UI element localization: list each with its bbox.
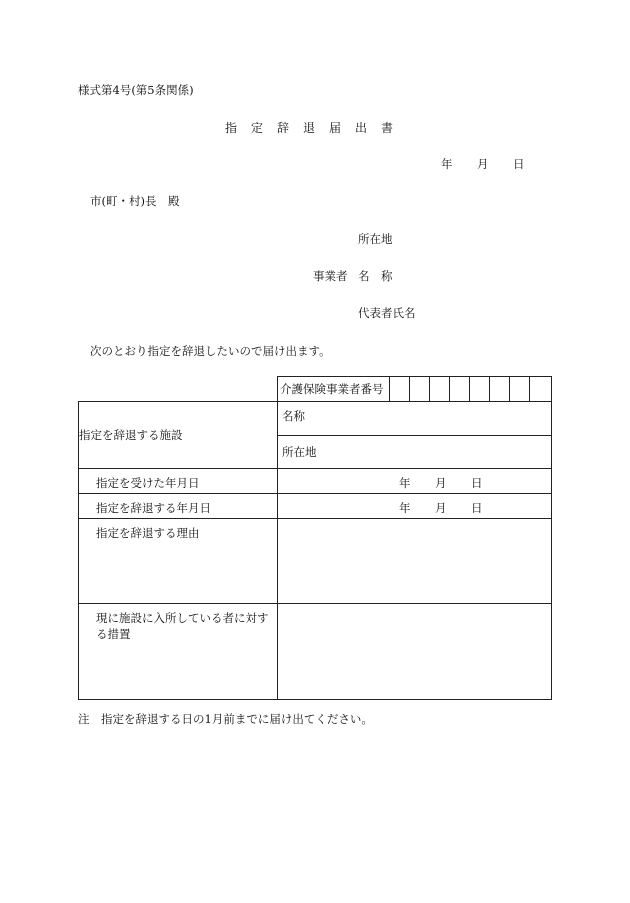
number-digit-box[interactable] bbox=[490, 377, 510, 402]
measures-label-cell bbox=[79, 604, 278, 700]
blank-cell bbox=[79, 377, 278, 402]
footnote: 注 指定を辞退する日の1月前までに届け出てください。 bbox=[78, 712, 373, 726]
number-digit-box[interactable] bbox=[410, 377, 430, 402]
number-digit-box[interactable] bbox=[470, 377, 490, 402]
designated-day: 日 bbox=[471, 476, 483, 490]
title-char: 書 bbox=[381, 121, 394, 135]
number-row bbox=[79, 377, 552, 402]
withdraw-month: 月 bbox=[435, 501, 447, 515]
designated-date-label: 指定を受けた年月日 bbox=[96, 476, 200, 490]
facility-name-label: 名称 bbox=[282, 409, 305, 423]
number-digit-box[interactable] bbox=[530, 377, 552, 402]
intro-text: 次のとおり指定を辞退したいので届け出ます。 bbox=[90, 344, 331, 358]
applicant-name-label: 名 称 bbox=[358, 269, 393, 283]
facility-label: 指定を辞退する施設 bbox=[79, 402, 278, 469]
reason-label: 指定を辞退する理由 bbox=[96, 526, 200, 540]
form-number: 様式第4号(第5条関係) bbox=[78, 83, 194, 97]
number-digit-box[interactable] bbox=[430, 377, 450, 402]
facility-address-cell[interactable] bbox=[278, 436, 552, 469]
applicant-business-label: 事業者 bbox=[313, 269, 348, 283]
withdraw-date-cell[interactable] bbox=[278, 494, 552, 519]
measures-label: 現に施設に入所している者に対する措置 bbox=[96, 611, 269, 641]
designated-date-label-cell bbox=[79, 469, 278, 494]
date-day: 日 bbox=[513, 157, 525, 171]
withdraw-date-label: 指定を辞退する年月日 bbox=[96, 501, 211, 515]
measures-cell[interactable] bbox=[278, 604, 552, 700]
provider-number-label: 介護保険事業者番号 bbox=[278, 377, 390, 402]
applicant-representative-label: 代表者氏名 bbox=[358, 306, 416, 320]
withdrawal-form-table bbox=[78, 376, 552, 700]
addressee: 市(町・村)長 殿 bbox=[90, 194, 180, 208]
number-digit-box[interactable] bbox=[390, 377, 410, 402]
title-char: 届 bbox=[329, 121, 342, 135]
title-char: 辞 bbox=[277, 121, 290, 135]
facility-address-label: 所在地 bbox=[282, 445, 317, 459]
title-char: 出 bbox=[355, 121, 368, 135]
number-digit-box[interactable] bbox=[450, 377, 470, 402]
number-digit-box[interactable] bbox=[510, 377, 530, 402]
reason-label-cell bbox=[79, 519, 278, 604]
applicant-address-label: 所在地 bbox=[358, 232, 393, 246]
reason-row bbox=[79, 519, 552, 604]
title-char: 指 bbox=[225, 121, 238, 135]
date-month: 月 bbox=[477, 157, 489, 171]
withdraw-day: 日 bbox=[471, 501, 483, 515]
withdraw-date-row bbox=[79, 494, 552, 519]
withdraw-date-label-cell bbox=[79, 494, 278, 519]
reason-cell[interactable] bbox=[278, 519, 552, 604]
designated-year: 年 bbox=[399, 476, 411, 490]
document-title bbox=[225, 119, 393, 136]
date-year: 年 bbox=[441, 157, 453, 171]
withdraw-year: 年 bbox=[399, 501, 411, 515]
designated-month: 月 bbox=[435, 476, 447, 490]
designated-date-cell[interactable] bbox=[278, 469, 552, 494]
facility-name-cell[interactable] bbox=[278, 402, 552, 436]
facility-name-row bbox=[79, 402, 552, 436]
title-char: 退 bbox=[303, 121, 316, 135]
measures-row bbox=[79, 604, 552, 700]
designated-date-row bbox=[79, 469, 552, 494]
title-char: 定 bbox=[251, 121, 264, 135]
